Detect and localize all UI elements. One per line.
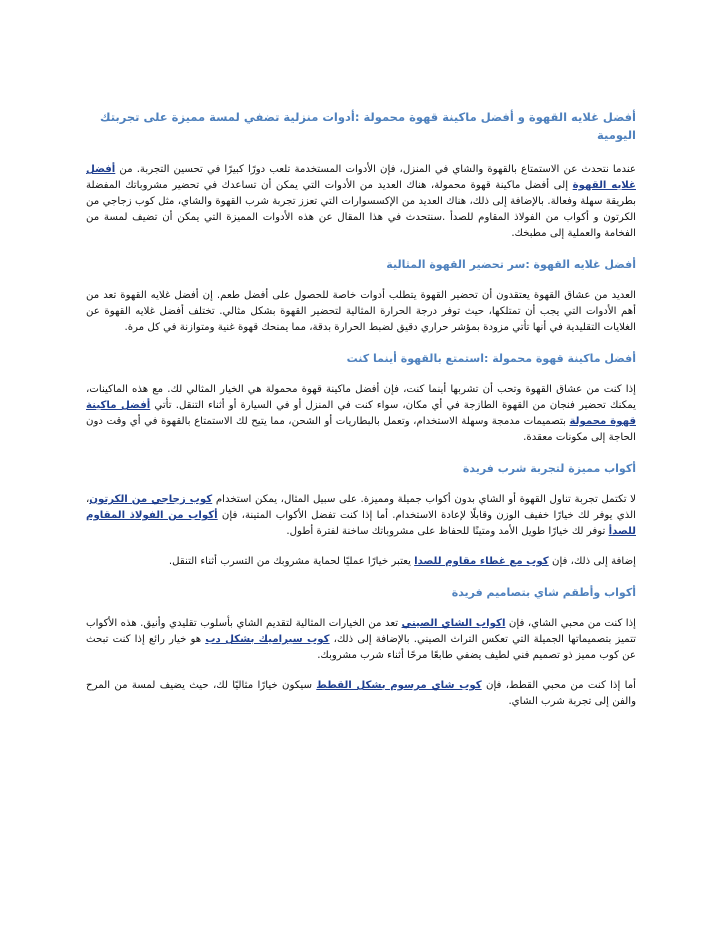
link-cup-with-lid[interactable]: كوب مع غطاء مقاوم للصدا: [414, 556, 549, 567]
cups-text-3: توفر لك خيارًا طويل الأمد ومتينًا للحفاظ على مشروباتك ساخنة لفترة أطول.: [286, 526, 609, 537]
link-glass-cup[interactable]: كوب زجاجي من الكرتون: [89, 494, 213, 505]
cups2-text-1: إضافة إلى ذلك، فإن: [548, 556, 636, 567]
tea2-text-1: أما إذا كنت من محبي القطط، فإن: [481, 680, 636, 691]
link-portable-coffee-machine[interactable]: أفضل ماكينة قهوة محمولة: [86, 400, 636, 427]
tea-text-2: تعد من الخيارات المثالية لتقديم الشاي بأسلوب تقليدي وأنيق. هذه الأكواب تتميز بتصميماتها الجميلة التي تعكس التراث الصيني. بالإضافة إلى ذلك،: [86, 618, 636, 645]
link-best-coffee-kettle[interactable]: أفضل غلايه القهوة: [86, 164, 636, 191]
link-cat-tea-cup[interactable]: كوب شاي مرسوم بشكل القطط: [316, 680, 482, 691]
section-heading-portable-machine: أفضل ماكينة قهوة محمولة :استمتع بالقهوة أينما كنت: [346, 352, 636, 365]
tea2-text-2: سيكون خيارًا مثاليًا لك، حيث يضيف لمسة من المرح والفن إلى تجربة شرب الشاي.: [86, 680, 636, 707]
cups-paragraph-2: [86, 554, 636, 570]
portable-text-2: بتصميمات مدمجة وسهلة الاستخدام، وتعمل بالبطاريات أو الشحن، مما يتيح لك الاستمتاع بالقهوة في أي وقت دون الحاجة إلى مكونات معقدة.: [86, 416, 636, 443]
section-heading-kettle: أفضل غلايه القهوة :سر تحضير القهوة المثالية: [386, 258, 636, 271]
intro-text-2: إلى أفضل ماكينة قهوة محمولة، هناك العديد من الأدوات التي يمكن أن تساعدك في تحضير مشروباتك المفضلة بطريقة سهلة وفعالة. بالإضافة إلى ذلك، هناك العديد من الإكسسوارات التي تعزز تجربة شرب القهوة والشاي، مثل كوب زجاجي من الكرتون و أكواب من الفولاذ المقاوم للصدأ .سنتحدث في هذا المقال عن هذه الأدوات المميزة التي يمكن أن تضيف لمسة من الفخامة والعملية إلى مطبخك.: [86, 180, 636, 239]
tea-text-3: هو خيار رائع إذا كنت تبحث عن كوب مميز ذو تصميم فني لطيف يضفي طابعًا مرحًا أثناء شرب مشروبك.: [86, 634, 636, 661]
portable-text-1: إذا كنت من عشاق القهوة وتحب أن تشربها أينما كنت، فإن أفضل ماكينة قهوة محمولة هي الخيار المثالي لك. مع هذه الماكينات، يمكنك تحضير فنجان من القهوة الطازجة في أي مكان، سواء كنت في المنزل أو في السيارة أو أثناء التنقل. تأتي: [86, 384, 636, 411]
intro-text-1: عندما نتحدث عن الاستمتاع بالقهوة والشاي في المنزل، فإن الأدوات المستخدمة تلعب دورًا كبيرًا في تحسين التجربة. من: [115, 164, 636, 175]
link-bear-ceramic-cup[interactable]: كوب سيراميك بشكل دب: [205, 634, 330, 645]
page-title: أفضل غلايه القهوة و أفضل ماكينة قهوة محمولة :أدوات منزلية تضفي لمسة مميزة على تجربتك اليومية: [99, 110, 636, 142]
intro-paragraph: [86, 162, 636, 242]
document-page: [86, 100, 636, 724]
link-chinese-tea-cups[interactable]: اكواب الشاي الصيني: [401, 618, 506, 629]
cups-text-1: لا تكتمل تجربة تناول القهوة أو الشاي بدون أكواب جميلة ومميزة. على سبيل المثال، يمكن استخدام: [212, 494, 636, 505]
cups2-text-2: يعتبر خيارًا عمليًا لحماية مشروبك من التسرب أثناء التنقل.: [168, 556, 415, 567]
portable-machine-paragraph: [86, 382, 636, 446]
cups-text-2: ، الذي يوفر لك خيارًا خفيف الوزن وقابلًا لإعادة الاستخدام. أما إذا كنت تفضل الأكواب المتينة، فإن: [86, 494, 636, 521]
cups-paragraph-1: [86, 492, 636, 540]
tea-paragraph-1: [86, 616, 636, 664]
section-heading-tea-sets: أكواب وأطقم شاي بتصاميم فريدة: [451, 586, 636, 599]
section-heading-cups: أكواب مميزة لتجربة شرب فريدة: [462, 462, 636, 475]
tea-paragraph-2: [86, 678, 636, 710]
tea-text-1: إذا كنت من محبي الشاي، فإن: [505, 618, 636, 629]
link-steel-cups[interactable]: أكواب من الفولاذ المقاوم للصدأ: [86, 510, 636, 537]
kettle-paragraph: العديد من عشاق القهوة يعتقدون أن تحضير القهوة يتطلب أدوات خاصة للحصول على أفضل طعم. إن أفضل غلايه القهوة تعد من أهم الأدوات التي يجب أن تمتلكها، حيث توفر درجة الحرارة المثالية لتحضير القهوة بشكل مثالي. تختلف أفضل غلايه القهوة عن الغلايات التقليدية في أنها تأتي مزودة بمؤشر حراري دقيق لضبط الحرارة بدقة، مما يمنحك قهوة غنية ومتوازنة في كل مرة.: [86, 290, 636, 333]
